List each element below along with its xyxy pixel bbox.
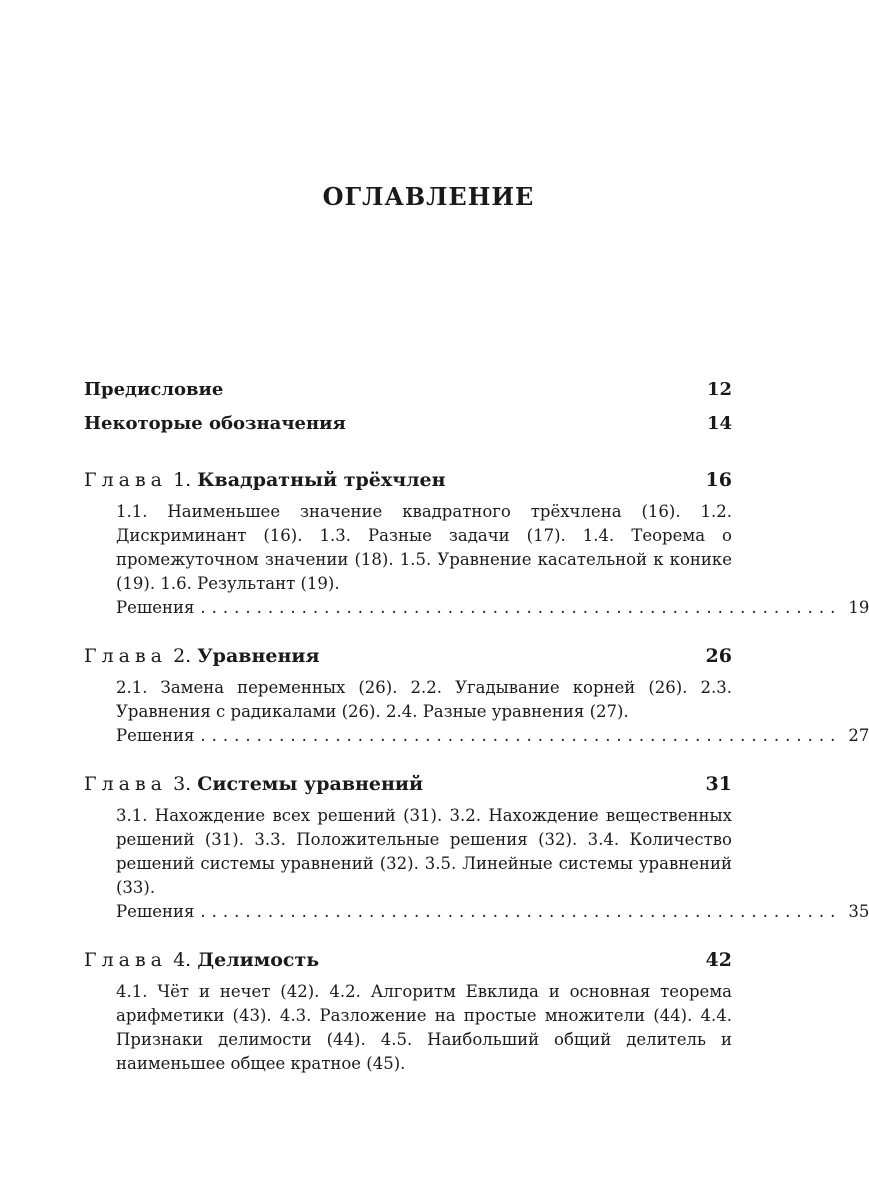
section-list: 1.1. Наименьшее значение квадратного трёхчлена (16). 1.2. Дискриминант (16). 1.3. Разные задачи (17). 1.4. Теорема о промежуточном значении (18). 1.5. Уравнение касательной к конике (19). 1.6. Результант (19). bbox=[116, 502, 732, 593]
chapter-4 bbox=[84, 946, 732, 1076]
chapter-page: 42 bbox=[705, 949, 732, 971]
leader-dots: ......................................................... bbox=[200, 902, 842, 921]
solutions-entry[interactable] bbox=[116, 724, 869, 748]
chapter-1 bbox=[84, 466, 869, 620]
leader-dots: ......................................................... bbox=[200, 598, 842, 617]
chapter-number: 3. bbox=[173, 773, 192, 795]
section-list: 3.1. Нахождение всех решений (31). 3.2. Нахождение вещественных решений (31). 3.3. Положительные решения (32). 3.4. Количество решений системы уравнений (32). 3.5. Линейные системы уравнений (33). bbox=[116, 806, 732, 897]
chapter-number: 4. bbox=[173, 949, 192, 971]
chapter-word: Глава bbox=[84, 773, 168, 795]
chapter-word: Глава bbox=[84, 949, 168, 971]
chapter-title: Уравнения bbox=[197, 645, 320, 667]
chapter-page: 31 bbox=[705, 773, 732, 795]
chapter-heading[interactable] bbox=[84, 466, 732, 494]
solutions-page: 35 bbox=[848, 902, 869, 921]
solutions-entry[interactable] bbox=[116, 900, 869, 924]
solutions-label: Решения bbox=[116, 726, 195, 745]
chapter-heading[interactable] bbox=[84, 770, 732, 798]
toc-entry-preface[interactable] bbox=[84, 376, 732, 410]
chapter-3 bbox=[84, 770, 869, 924]
chapter-title: Системы уравнений bbox=[197, 773, 424, 795]
leader-dots: ......................................................... bbox=[200, 726, 842, 745]
chapter-title: Квадратный трёхчлен bbox=[197, 469, 446, 491]
chapter-word: Глава bbox=[84, 469, 168, 491]
chapter-number: 2. bbox=[173, 645, 192, 667]
toc-entry-notation[interactable] bbox=[84, 410, 732, 444]
chapter-word: Глава bbox=[84, 645, 168, 667]
solutions-label: Решения bbox=[116, 598, 195, 617]
entry-label: Предисловие bbox=[84, 379, 224, 400]
chapter-2 bbox=[84, 642, 869, 748]
solutions-entry[interactable] bbox=[116, 596, 869, 620]
entry-page: 12 bbox=[706, 379, 732, 400]
section-list: 4.1. Чёт и нечет (42). 4.2. Алгоритм Евклида и основная теорема арифметики (43). 4.3. Разложение на простые множители (44). 4.4. Признаки делимости (44). 4.5. Наибольший общий делитель и наименьшее общее кратное (45). bbox=[116, 982, 732, 1073]
page-title: ОГЛАВЛЕНИЕ bbox=[322, 182, 535, 211]
entry-page: 14 bbox=[706, 413, 732, 434]
chapter-number: 1. bbox=[173, 469, 192, 491]
section-list: 2.1. Замена переменных (26). 2.2. Угадывание корней (26). 2.3. Уравнения с радикалами (26). 2.4. Разные уравнения (27). bbox=[116, 678, 732, 721]
chapter-heading[interactable] bbox=[84, 642, 732, 670]
chapter-heading[interactable] bbox=[84, 946, 732, 974]
entry-label: Некоторые обозначения bbox=[84, 413, 346, 434]
solutions-label: Решения bbox=[116, 902, 195, 921]
solutions-page: 27 bbox=[848, 726, 869, 745]
table-of-contents bbox=[84, 376, 869, 1076]
chapter-title: Делимость bbox=[197, 949, 320, 971]
chapter-page: 16 bbox=[705, 469, 732, 491]
chapter-page: 26 bbox=[705, 645, 732, 667]
solutions-page: 19 bbox=[848, 598, 869, 617]
